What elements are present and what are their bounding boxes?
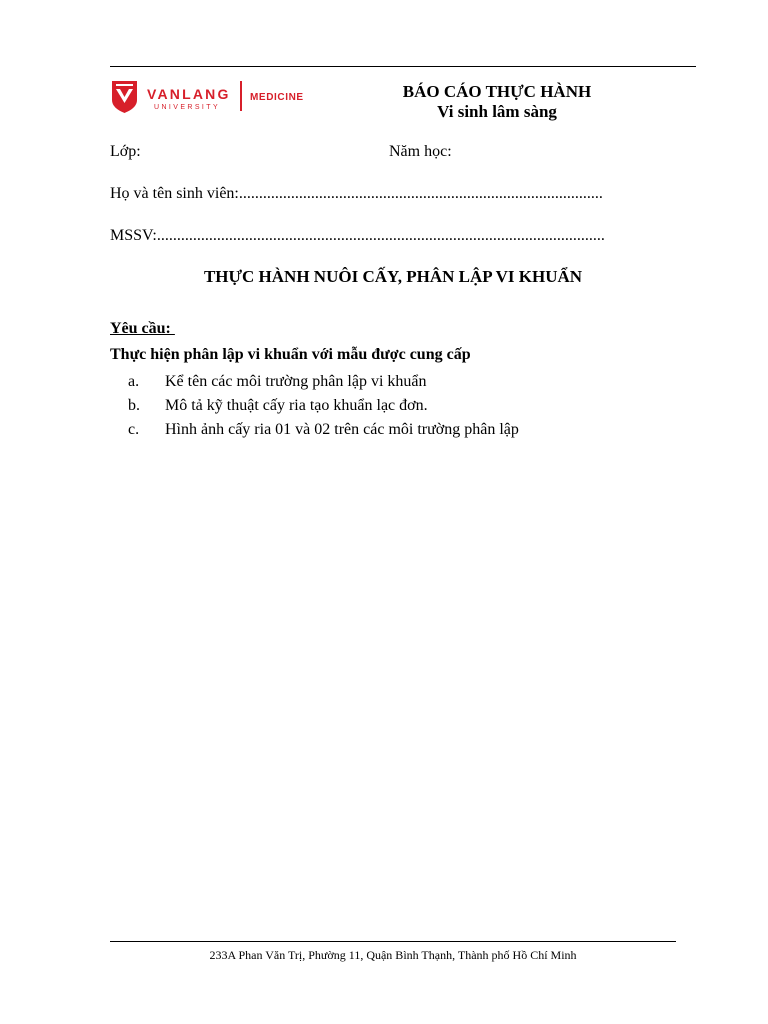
student-id-field: MSSV:................................................................................................................ — [110, 227, 605, 244]
logo-sub: UNIVERSITY — [154, 104, 221, 111]
header-rule — [110, 66, 696, 67]
logo-brand: VANLANG — [147, 86, 231, 102]
requirements-text: Thực hiện phân lập vi khuẩn với mẫu được cung cấp — [110, 346, 471, 363]
list-item-text: Mô tả kỹ thuật cấy ria tạo khuẩn lạc đơn. — [165, 397, 428, 414]
footer-address: 233A Phan Văn Trị, Phường 11, Quận Bình Thạnh, Thành phố Hồ Chí Minh — [209, 948, 577, 962]
student-name-field: Họ và tên sinh viên:........................................................................................... — [110, 185, 603, 202]
logo-division: MEDICINE — [250, 92, 304, 103]
list-marker: b. — [128, 397, 140, 414]
school-year-field-label: Năm học: — [389, 143, 452, 160]
report-title: BÁO CÁO THỰC HÀNH — [402, 82, 592, 101]
report-subtitle: Vi sinh lâm sàng — [437, 102, 557, 121]
list-marker: c. — [128, 421, 140, 438]
practice-title: THỰC HÀNH NUÔI CẤY, PHÂN LẬP VI KHUẨN — [203, 267, 583, 286]
class-field-label: Lớp: — [110, 143, 141, 160]
requirements-label: Yêu cầu: — [110, 320, 175, 337]
list-item-text: Kể tên các môi trường phân lập vi khuẩn — [165, 373, 427, 390]
footer-rule — [110, 941, 676, 942]
list-marker: a. — [128, 373, 140, 390]
list-item-text: Hình ảnh cấy ria 01 và 02 trên các môi trường phân lập — [165, 421, 519, 438]
van-lang-medicine-logo — [111, 80, 311, 114]
